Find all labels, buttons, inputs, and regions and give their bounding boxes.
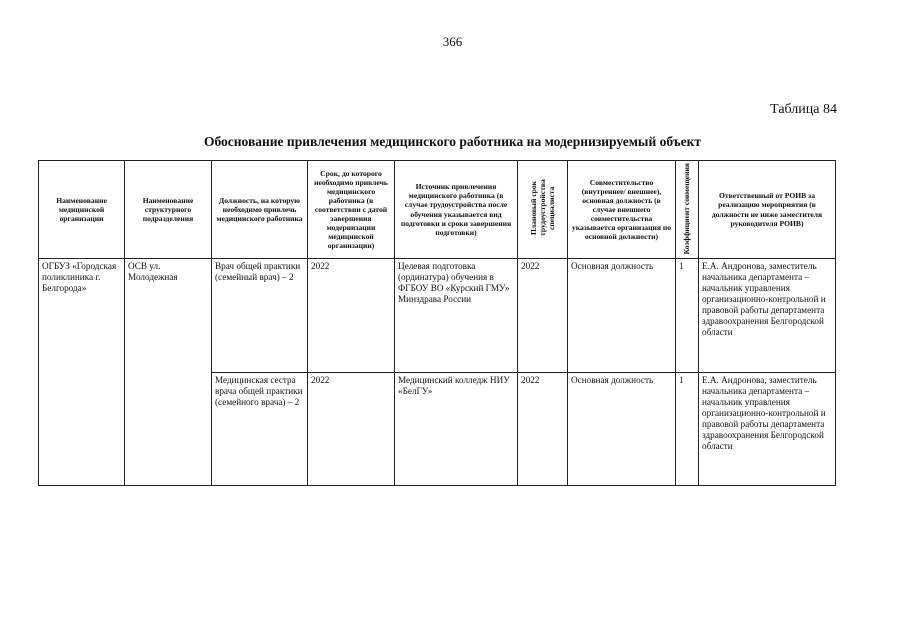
table-label: Таблица 84	[770, 102, 837, 117]
coefficient-cell: 1	[676, 259, 699, 373]
combination-cell: Основная должность	[568, 259, 676, 373]
document-title: Обоснование привлечения медицинского работника на модернизируемый объект	[203, 134, 702, 149]
source-cell: Медицинский колледж НИУ «БелГУ»	[395, 373, 518, 486]
division-cell: ОСВ ул. Молодежная	[125, 259, 212, 486]
position-cell: Медицинская сестра врача общей практики (семейного врача) – 2	[212, 373, 308, 486]
header-division: Наименование структурного подразделения	[125, 161, 212, 259]
table-row	[39, 259, 836, 373]
deadline-cell: 2022	[308, 373, 395, 486]
header-combination: Совместительство (внутреннее/ внешнее), основная должность (в случае внешнего совместительства указывается организация по основной должности)	[568, 161, 676, 259]
header-source: Источник привлечения медицинского работника (в случае трудоустройства после обучения указывается вид подготовки и сроки завершения подготовки)	[395, 161, 518, 259]
position-cell: Врач общей практики (семейный врач) – 2	[212, 259, 308, 373]
header-coefficient	[676, 161, 699, 259]
justification-table	[38, 160, 836, 486]
header-org: Наименование медицинской организации	[39, 161, 125, 259]
header-hire-year	[518, 161, 568, 259]
org-cell: ОГБУЗ «Городская поликлиника г. Белгорода»	[39, 259, 125, 486]
combination-cell: Основная должность	[568, 373, 676, 486]
header-coefficient-text: Коэффициент совмещения	[682, 162, 692, 255]
header-row	[39, 161, 836, 259]
coefficient-cell: 1	[676, 373, 699, 486]
header-position: Должность, на которую необходимо привлечь медицинского работника	[212, 161, 308, 259]
hire-year-cell: 2022	[518, 259, 568, 373]
deadline-cell: 2022	[308, 259, 395, 373]
header-responsible: Ответственный от РОИВ за реализацию мероприятия (в должности не ниже заместителя руководителя РОИВ)	[699, 161, 836, 259]
header-deadline: Срок, до которого необходимо привлечь медицинского работника (в соответствии с датой завершения модернизации медицинской организации)	[308, 161, 395, 259]
responsible-cell: Е.А. Андронова, заместитель начальника департамента – начальник управления организационно-контрольной и правовой работы департамента здравоохранения Белгородской области	[699, 259, 836, 373]
source-cell: Целевая подготовка (ординатура) обучения в ФГБОУ ВО «Курский ГМУ» Минздрава России	[395, 259, 518, 373]
header-hire-year-text: Плановый срок трудоустройства специалиста	[528, 180, 557, 237]
hire-year-cell: 2022	[518, 373, 568, 486]
page-number: 366	[442, 34, 463, 49]
responsible-cell: Е.А. Андронова, заместитель начальника департамента – начальник управления организационно-контрольной и правовой работы департамента здравоохранения Белгородской области	[699, 373, 836, 486]
